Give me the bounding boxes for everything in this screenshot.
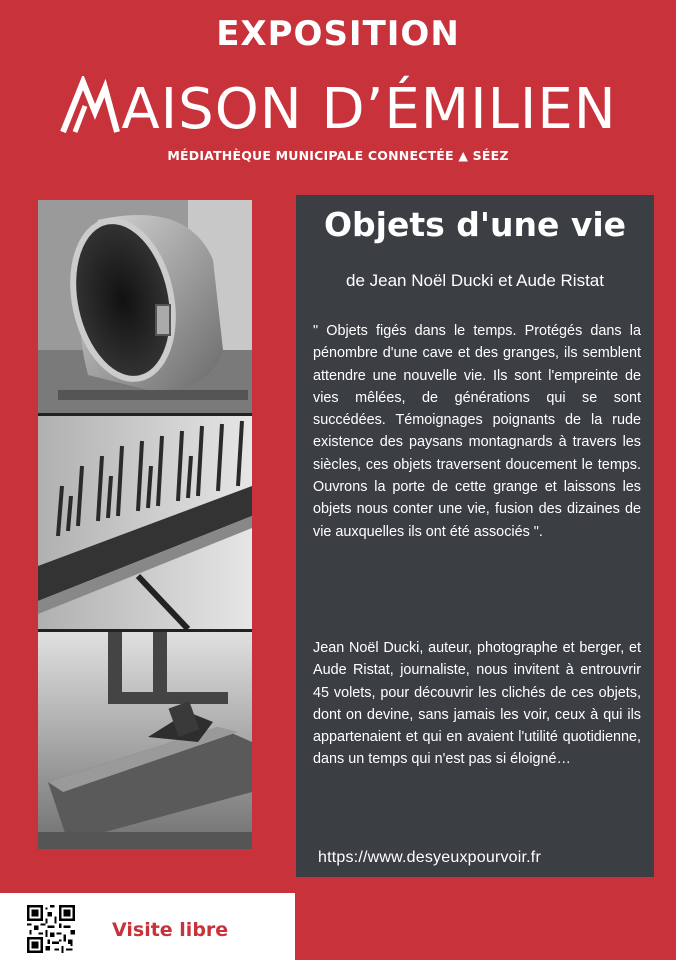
header bbox=[0, 0, 676, 190]
qr-code-icon[interactable] bbox=[27, 905, 75, 953]
photo-tool-rack bbox=[38, 416, 252, 629]
visite-libre-label: Visite libre bbox=[112, 919, 229, 941]
mediatheque-subtitle: MÉDIATHÈQUE MUNICIPALE CONNECTÉE ▲ SÉEZ bbox=[167, 148, 509, 163]
exhibition-title: Objets d'une vie bbox=[323, 205, 627, 244]
footer-box bbox=[0, 893, 295, 960]
authors-line: de Jean Noël Ducki et Aude Ristat bbox=[346, 271, 604, 290]
description-panel bbox=[296, 195, 654, 877]
exposition-label: EXPOSITION bbox=[216, 14, 460, 54]
description-paragraph-2: Jean Noël Ducki, auteur, photographe et berger, et Aude Ristat, journaliste, nous invitent à entrouvrir 45 volets, pour découvrir les clichés de ces objets, dont on devine, sans jamais les voir, ceux à qui ils appartenaient et qui en avaient l'utilité quotidienne, dans un temps qui n'est pas si éloigné… bbox=[313, 640, 641, 768]
photo-cylinder bbox=[38, 200, 252, 413]
maison-title bbox=[0, 76, 676, 144]
photo-wood-plane bbox=[38, 632, 252, 849]
photo-strip bbox=[38, 200, 252, 849]
website-link[interactable]: https://www.desyeuxpourvoir.fr bbox=[318, 849, 541, 866]
m-logo-icon bbox=[59, 76, 121, 136]
description-paragraph-1: " Objets figés dans le temps. Protégés dans la pénombre d'une cave et des granges, ils semblent attendre une nouvelle vie. Ils sont l'empreinte de vies mêlées, de générations qui se sont succédées. Témoignages poignants de la rude existence des paysans montagnards à travers les siècles, ces objets traversent doucement le temps. Ouvrons la porte de cette grange et laissons les objets nous conter une vie, fusion des dizaines de vie auxquelles ils ont été associés ". bbox=[313, 323, 641, 540]
maison-text: AISON D’ÉMILIEN bbox=[121, 77, 617, 142]
